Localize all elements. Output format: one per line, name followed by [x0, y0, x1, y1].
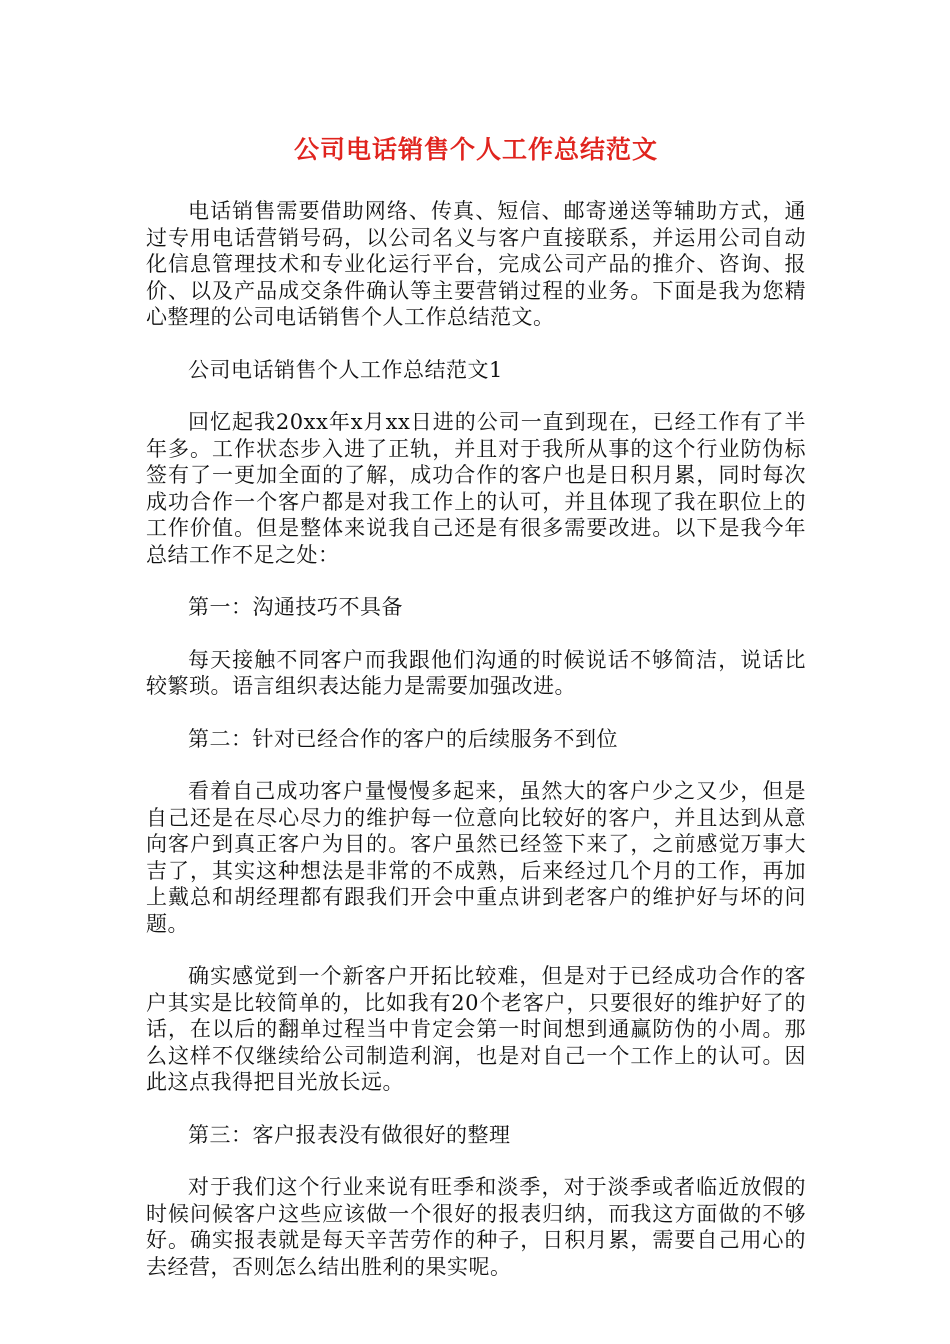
document-title: 公司电话销售个人工作总结范文 [293, 135, 658, 164]
body-paragraph: 每天接触不同客户而我跟他们沟通的时候说话不够简洁，说话比较繁琐。语言组织表达能力是需要加强改进。 [146, 647, 806, 698]
section-heading-point-1: 第一：沟通技巧不具备 [188, 595, 403, 619]
body-paragraph: 确实感觉到一个新客户开拓比较难，但是对于已经成功合作的客户其实是比较简单的，比如我有20个老客户，只要很好的维护好了的话，在以后的翻单过程当中肯定会第一时间想到通赢防伪的小周。那么这样不仅继续给公司制造利润，也是对自己一个工作上的认可。因此这点我得把目光放长远。 [146, 964, 806, 1094]
body-paragraph: 回忆起我20xx年x月xx日进的公司一直到现在，已经工作有了半年多。工作状态步入进了正轨，并且对于我所从事的这个行业防伪标签有了一更加全面的了解，成功合作的客户也是日积月累，同时每次成功合作一个客户都是对我工作上的认可，并且体现了我在职位上的工作价值。但是整体来说我自己还是有很多需要改进。以下是我今年总结工作不足之处： [146, 410, 806, 567]
section-heading-sample-1: 公司电话销售个人工作总结范文1 [188, 357, 503, 382]
document-page [146, 128, 806, 1306]
intro-paragraph: 电话销售需要借助网络、传真、短信、邮寄递送等辅助方式，通过专用电话营销号码，以公司名义与客户直接联系，并运用公司自动化信息管理技术和专业化运行平台，完成公司产品的推介、咨询、报价、以及产品成交条件确认等主要营销过程的业务。下面是我为您精心整理的公司电话销售个人工作总结范文。 [146, 199, 806, 329]
section-heading-point-3: 第三：客户报表没有做很好的整理 [188, 1122, 511, 1147]
section-heading-point-2: 第二：针对已经合作的客户的后续服务不到位 [188, 726, 618, 751]
body-paragraph: 看着自己成功客户量慢慢多起来，虽然大的客户少之又少，但是自己还是在尽心尽力的维护每一位意向比较好的客户，并且达到从意向客户到真正客户为目的。客户虽然已经签下来了，之前感觉万事大吉了，其实这种想法是非常的不成熟，后来经过几个月的工作，再加上戴总和胡经理都有跟我们开会中重点讲到老客户的维护好与坏的问题。 [146, 779, 806, 936]
body-paragraph: 对于我们这个行业来说有旺季和淡季，对于淡季或者临近放假的时候问候客户这些应该做一个很好的报表归纳，而我这方面做的不够好。确实报表就是每天辛苦劳作的种子，日积月累，需要自己用心的去经营，否则怎么结出胜利的果实呢。 [146, 1175, 806, 1279]
